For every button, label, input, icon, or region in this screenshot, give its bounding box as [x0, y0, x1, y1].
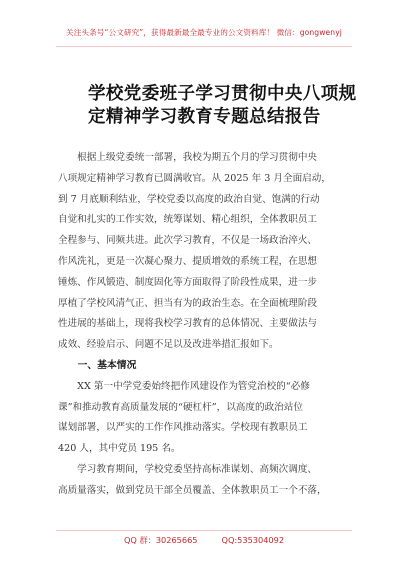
footer-divider: [56, 530, 352, 531]
section-paragraph: [58, 460, 364, 502]
text-line: 高质量落实，做到党员干部全员覆盖、全体教职员工一个不落，: [58, 484, 327, 496]
text-line: 学习教育期间，学校党委坚持高标准谋划、高频次调度、: [58, 463, 318, 475]
text-line: 八项规定精神学习教育已圆满收官。从 2025 年 3 月全面启动，: [58, 172, 331, 184]
text-line: 作风洗礼，更是一次凝心聚力、提质增效的系统工程，在思想: [58, 255, 318, 267]
text-line: 成效、经验启示、问题不足以及改进举措汇报如下。: [58, 339, 279, 351]
document-title: [88, 83, 378, 129]
section-paragraph: [58, 377, 364, 460]
qq-contact-text: QQ:535304092: [221, 535, 285, 545]
section-heading: 一、基本情况: [58, 359, 137, 371]
text-line: 性进展的基础上，现将我校学习教育的总体情况、主要做法与: [58, 318, 318, 330]
text-line: 全程参与、同频共进。此次学习教育，不仅是一场政治淬火、: [58, 235, 318, 247]
title-line: 定精神学习教育专题总结报告: [88, 107, 321, 127]
text-line: 420 人，其中党员 195 名。: [58, 443, 181, 455]
text-line: 厚植了学校风清气正、担当有为的政治生态。在全面梳理阶段: [58, 297, 318, 309]
text-line: 自觉和扎实的工作实效，统筹谋划、精心组织，全体教职员工: [58, 214, 318, 226]
text-line: XX 第一中学党委始终把作风建设作为管党治校的“必修: [58, 380, 310, 392]
intro-paragraph: [58, 148, 364, 356]
qq-group-text: QQ 群：30265665: [123, 535, 198, 545]
title-line: 学校党委班子学习贯彻中央八项规: [88, 84, 357, 104]
header-divider: [56, 46, 352, 47]
text-line: 课”和推动教育高质量发展的“硬杠杆”，以高度的政治站位: [58, 401, 303, 413]
text-line: 锤炼、作风锻造、制度固化等方面取得了阶段性成果，进一步: [58, 276, 318, 288]
text-line: 到 7 月底顺利结业，学校党委以高度的政治自觉、饱满的行动: [58, 193, 320, 205]
text-line: 根据上级党委统一部署，我校为期五个月的学习贯彻中央: [58, 152, 318, 163]
document-body: [58, 148, 364, 502]
text-line: 谋划部署，以严实的工作作风推动落实。学校现有教职员工: [58, 422, 308, 434]
page-footer: [0, 535, 408, 546]
promo-banner: 关注头条号“公文研究”，获得最新最全最专业的公文资料库！ 微信：gongwenyj: [66, 28, 342, 37]
